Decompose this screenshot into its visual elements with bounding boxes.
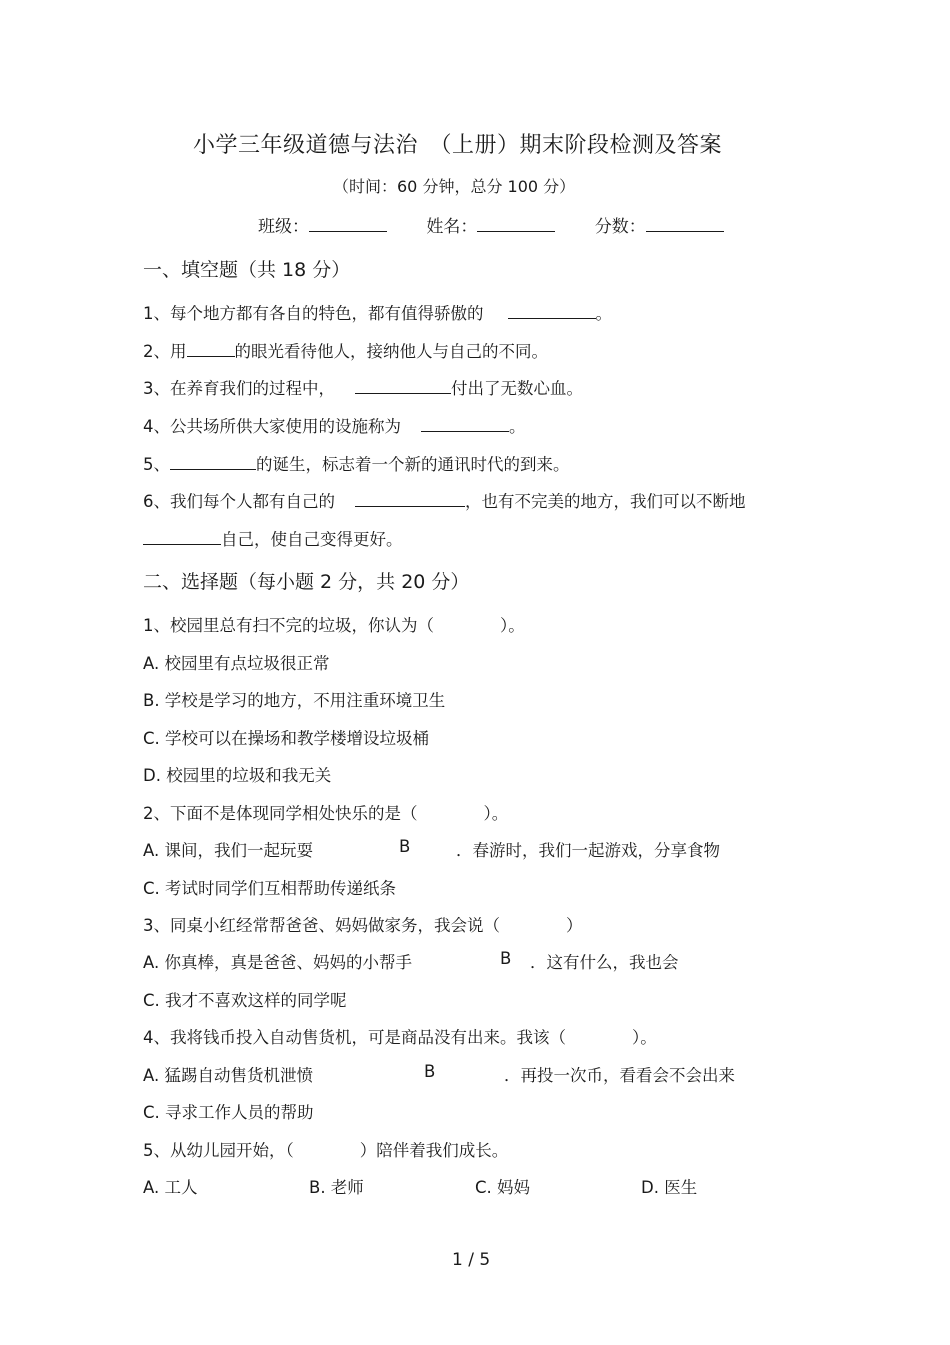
option-d[interactable]: D. 校园里的垃圾和我无关 [143,766,332,785]
score-label: 分数： [594,217,646,237]
section-fill-blank-heading: 一、填空题（共 18 分） [143,259,351,281]
name-field[interactable] [477,215,555,232]
fill-question-6-continued [143,526,403,550]
answer-blank[interactable] [508,302,596,319]
question-text: 自己，使自己变得更好。 [221,530,403,549]
choice-question-3: 3、同桌小红经常帮爸爸、妈妈做家务，我会说（ ） [143,916,583,935]
answer-blank[interactable] [355,490,465,507]
option-b[interactable]: ．再投一次币，看看会不会出来 [504,1066,735,1085]
option-a[interactable]: A. 校园里有点垃圾很正常 [143,654,330,673]
page-subtitle: （时间：60 分钟，总分 100 分） [333,177,576,196]
score-field[interactable] [646,215,724,232]
question-text: 1、每个地方都有各自的特色，都有值得骄傲的 [143,304,484,323]
question-text: 的诞生，标志着一个新的通讯时代的到来。 [256,455,570,474]
option-b[interactable]: ．春游时，我们一起游戏，分享食物 [456,841,720,860]
answer-blank[interactable] [355,377,451,394]
choice-question-5: 5、从幼儿园开始，（ ）陪伴着我们成长。 [143,1141,509,1160]
choice-question-2: 2、下面不是体现同学相处快乐的是（ ）。 [143,804,509,823]
question-text: 。 [595,304,612,323]
fill-question-4 [143,413,526,437]
choice-question-1: 1、校园里总有扫不完的垃圾，你认为（ ）。 [143,616,525,635]
answer-blank[interactable] [170,453,256,470]
answer-blank[interactable] [421,415,509,432]
fill-question-2 [143,338,548,362]
option-b[interactable]: B. 学校是学习的地方，不用注重环境卫生 [143,691,446,710]
option-c[interactable]: C. 学校可以在操场和教学楼增设垃圾桶 [143,729,430,748]
option-a[interactable]: A. 课间，我们一起玩耍 [143,841,313,860]
option-d[interactable]: D. 医生 [641,1178,698,1197]
question-text: 2、用 [143,342,187,361]
question-text: 付出了无数心血。 [451,379,583,398]
option-b[interactable]: B. 老师 [309,1178,364,1197]
question-text: 4、公共场所供大家使用的设施称为 [143,417,401,436]
section-choice-heading: 二、选择题（每小题 2 分，共 20 分） [143,571,470,593]
page-number: 1 / 5 [452,1250,491,1270]
question-text: 6、我们每个人都有自己的 [143,492,335,511]
fill-question-6 [143,488,746,512]
option-c[interactable]: C. 寻求工作人员的帮助 [143,1103,314,1122]
question-text: 的眼光看待他人，接纳他人与自己的不同。 [234,342,548,361]
question-text: ，也有不完美的地方，我们可以不断地 [465,492,746,511]
fill-question-1 [143,300,612,324]
page-title: 小学三年级道德与法治 （上册）期末阶段检测及答案 [193,133,723,158]
option-c[interactable]: C. 考试时同学们互相帮助传递纸条 [143,879,397,898]
answer-blank[interactable] [187,340,235,357]
class-field[interactable] [309,215,387,232]
answer-blank[interactable] [143,528,221,545]
header-fields [258,212,724,237]
option-a[interactable]: A. 工人 [143,1178,198,1197]
option-b-letter[interactable]: B [424,1062,436,1081]
fill-question-5 [143,451,570,475]
name-label: 姓名： [426,217,478,237]
option-a[interactable]: A. 猛踢自动售货机泄愤 [143,1066,313,1085]
question-text: 。 [509,417,526,436]
option-a[interactable]: A. 你真棒，真是爸爸、妈妈的小帮手 [143,953,412,972]
question-text: 5、 [143,455,170,474]
class-label: 班级： [258,217,309,237]
option-b[interactable]: ．这有什么，我也会 [530,953,679,972]
option-b-letter[interactable]: B [399,837,411,856]
option-c[interactable]: C. 我才不喜欢这样的同学呢 [143,991,347,1010]
question-text: 3、在养育我们的过程中， [143,379,335,398]
fill-question-3 [143,375,583,399]
option-c[interactable]: C. 妈妈 [475,1178,531,1197]
option-b-letter[interactable]: B [500,949,512,968]
choice-question-4: 4、我将钱币投入自动售货机，可是商品没有出来。我该（ ）。 [143,1028,657,1047]
